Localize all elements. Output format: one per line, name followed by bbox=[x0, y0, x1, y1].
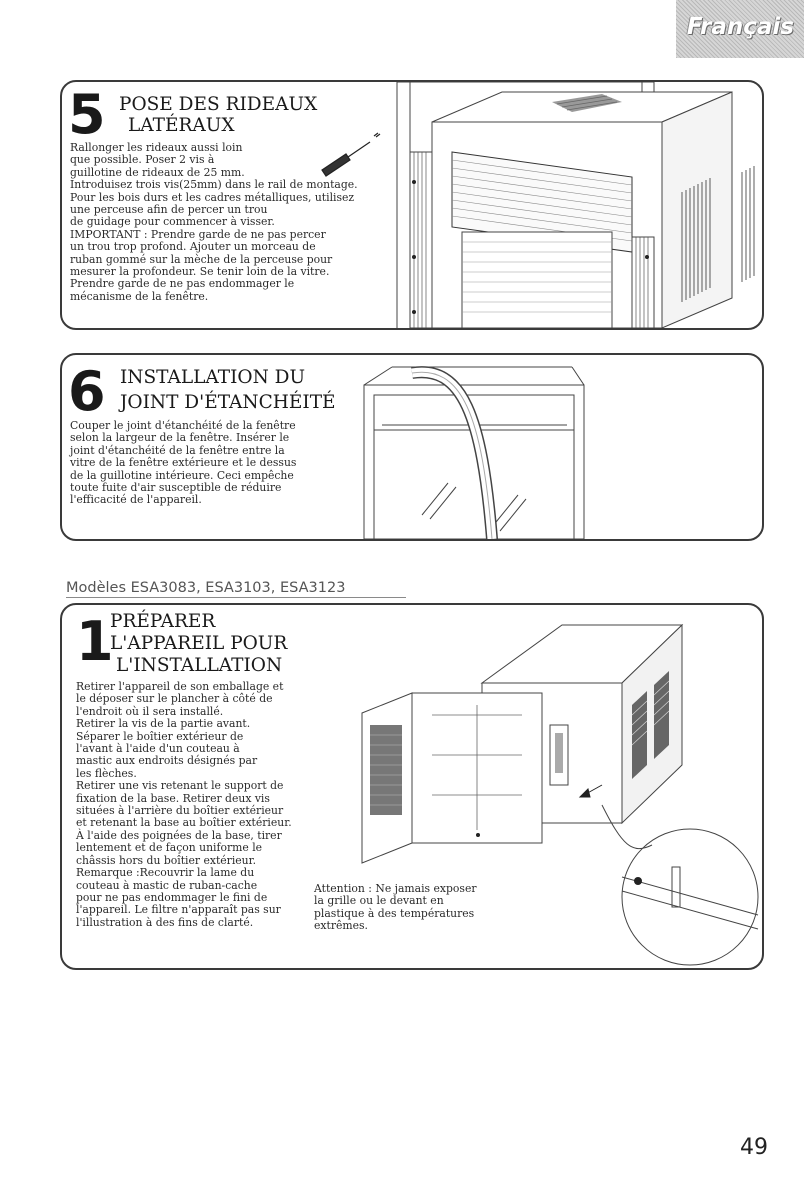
language-tab bbox=[676, 0, 804, 58]
step-5-title-line2: LATÉRAUX bbox=[128, 115, 235, 136]
step-1-instructions: Retirer l'appareil de son emballage et le déposer sur le plancher à côté de l'endroit où il sera installé. Retirer la vis de la partie avant. Séparer le boîtier extérieur de l'avant à l'aide d'un couteau à mastic aux endroits désignés par les flèches. Retirer une vis retenant le support de fixation de la base. Retirer deux vis situées à l'arrière du boîtier extérieur et retenant la base au boîtier extérieur. À l'aide des poignées de la base, tirer lentement et de façon uniforme le châssis hors du boîtier extérieur. Remarque :Recouvrir la lame du couteau à mastic de ruban-cache pour ne pas endommager le fini de l'appareil. Le filtre n'apparaît pas sur l'illustration à des fins de clarté. bbox=[76, 680, 292, 929]
screwdriver-icon bbox=[322, 133, 380, 176]
step-5-instructions: Rallonger les rideaux aussi loin que possible. Poser 2 vis à guillotine de rideaux de 25 mm. Introduisez trois vis(25mm) dans le rail de montage. Pour les bois durs et les cadres métalliques, utilisez une perceuse afin de percer un trou de guidage pour commencer à visser. IMPORTANT : Prendre garde de ne pas percer un trou trop profond. Ajouter un morceau de ruban gommé sur la mèche de la perceuse pour mesurer la profondeur. Se tenir loin de la vitre. Prendre garde de ne pas endommager le mécanisme de la fenêtre. bbox=[70, 141, 358, 303]
step-5-number: 5 bbox=[68, 83, 106, 146]
models-heading: Modèles ESA3083, ESA3103, ESA3123 bbox=[66, 580, 406, 598]
step-6-title-line1: INSTALLATION DU bbox=[120, 367, 306, 388]
step-1-number: 1 bbox=[76, 610, 114, 673]
language-tab-label: Français bbox=[686, 14, 794, 40]
page-number: 49 bbox=[740, 1135, 768, 1160]
step-6-title-line2: JOINT D'ÉTANCHÉITÉ bbox=[120, 392, 336, 413]
step-6-illustration bbox=[352, 355, 592, 539]
step-5-title-line1: POSE DES RIDEAUX bbox=[119, 94, 318, 115]
step-5-illustration bbox=[302, 82, 762, 328]
step-6-panel bbox=[60, 353, 764, 541]
step-1-title-line2: L'APPAREIL POUR bbox=[110, 633, 288, 654]
step-6-instructions: Couper le joint d'étanchéité de la fenêtre selon la largeur de la fenêtre. Insérer le joint d'étanchéité de la fenêtre entre la vitre de la fenêtre extérieure et le dessus de la guillotine intérieure. Ceci empêche toute fuite d'air susceptible de réduire l'efficacité de l'appareil. bbox=[70, 419, 297, 507]
attention-note: Attention : Ne jamais exposer la grille ou le devant en plastique à des températures extrêmes. bbox=[314, 882, 477, 933]
step-1-title-line1: PRÉPARER bbox=[110, 611, 216, 632]
step-5-panel bbox=[60, 80, 764, 330]
step-6-number: 6 bbox=[68, 360, 106, 423]
step-1-illustration bbox=[322, 605, 762, 968]
step-1-panel bbox=[60, 603, 764, 970]
step-1-title-line3: L'INSTALLATION bbox=[116, 655, 283, 676]
